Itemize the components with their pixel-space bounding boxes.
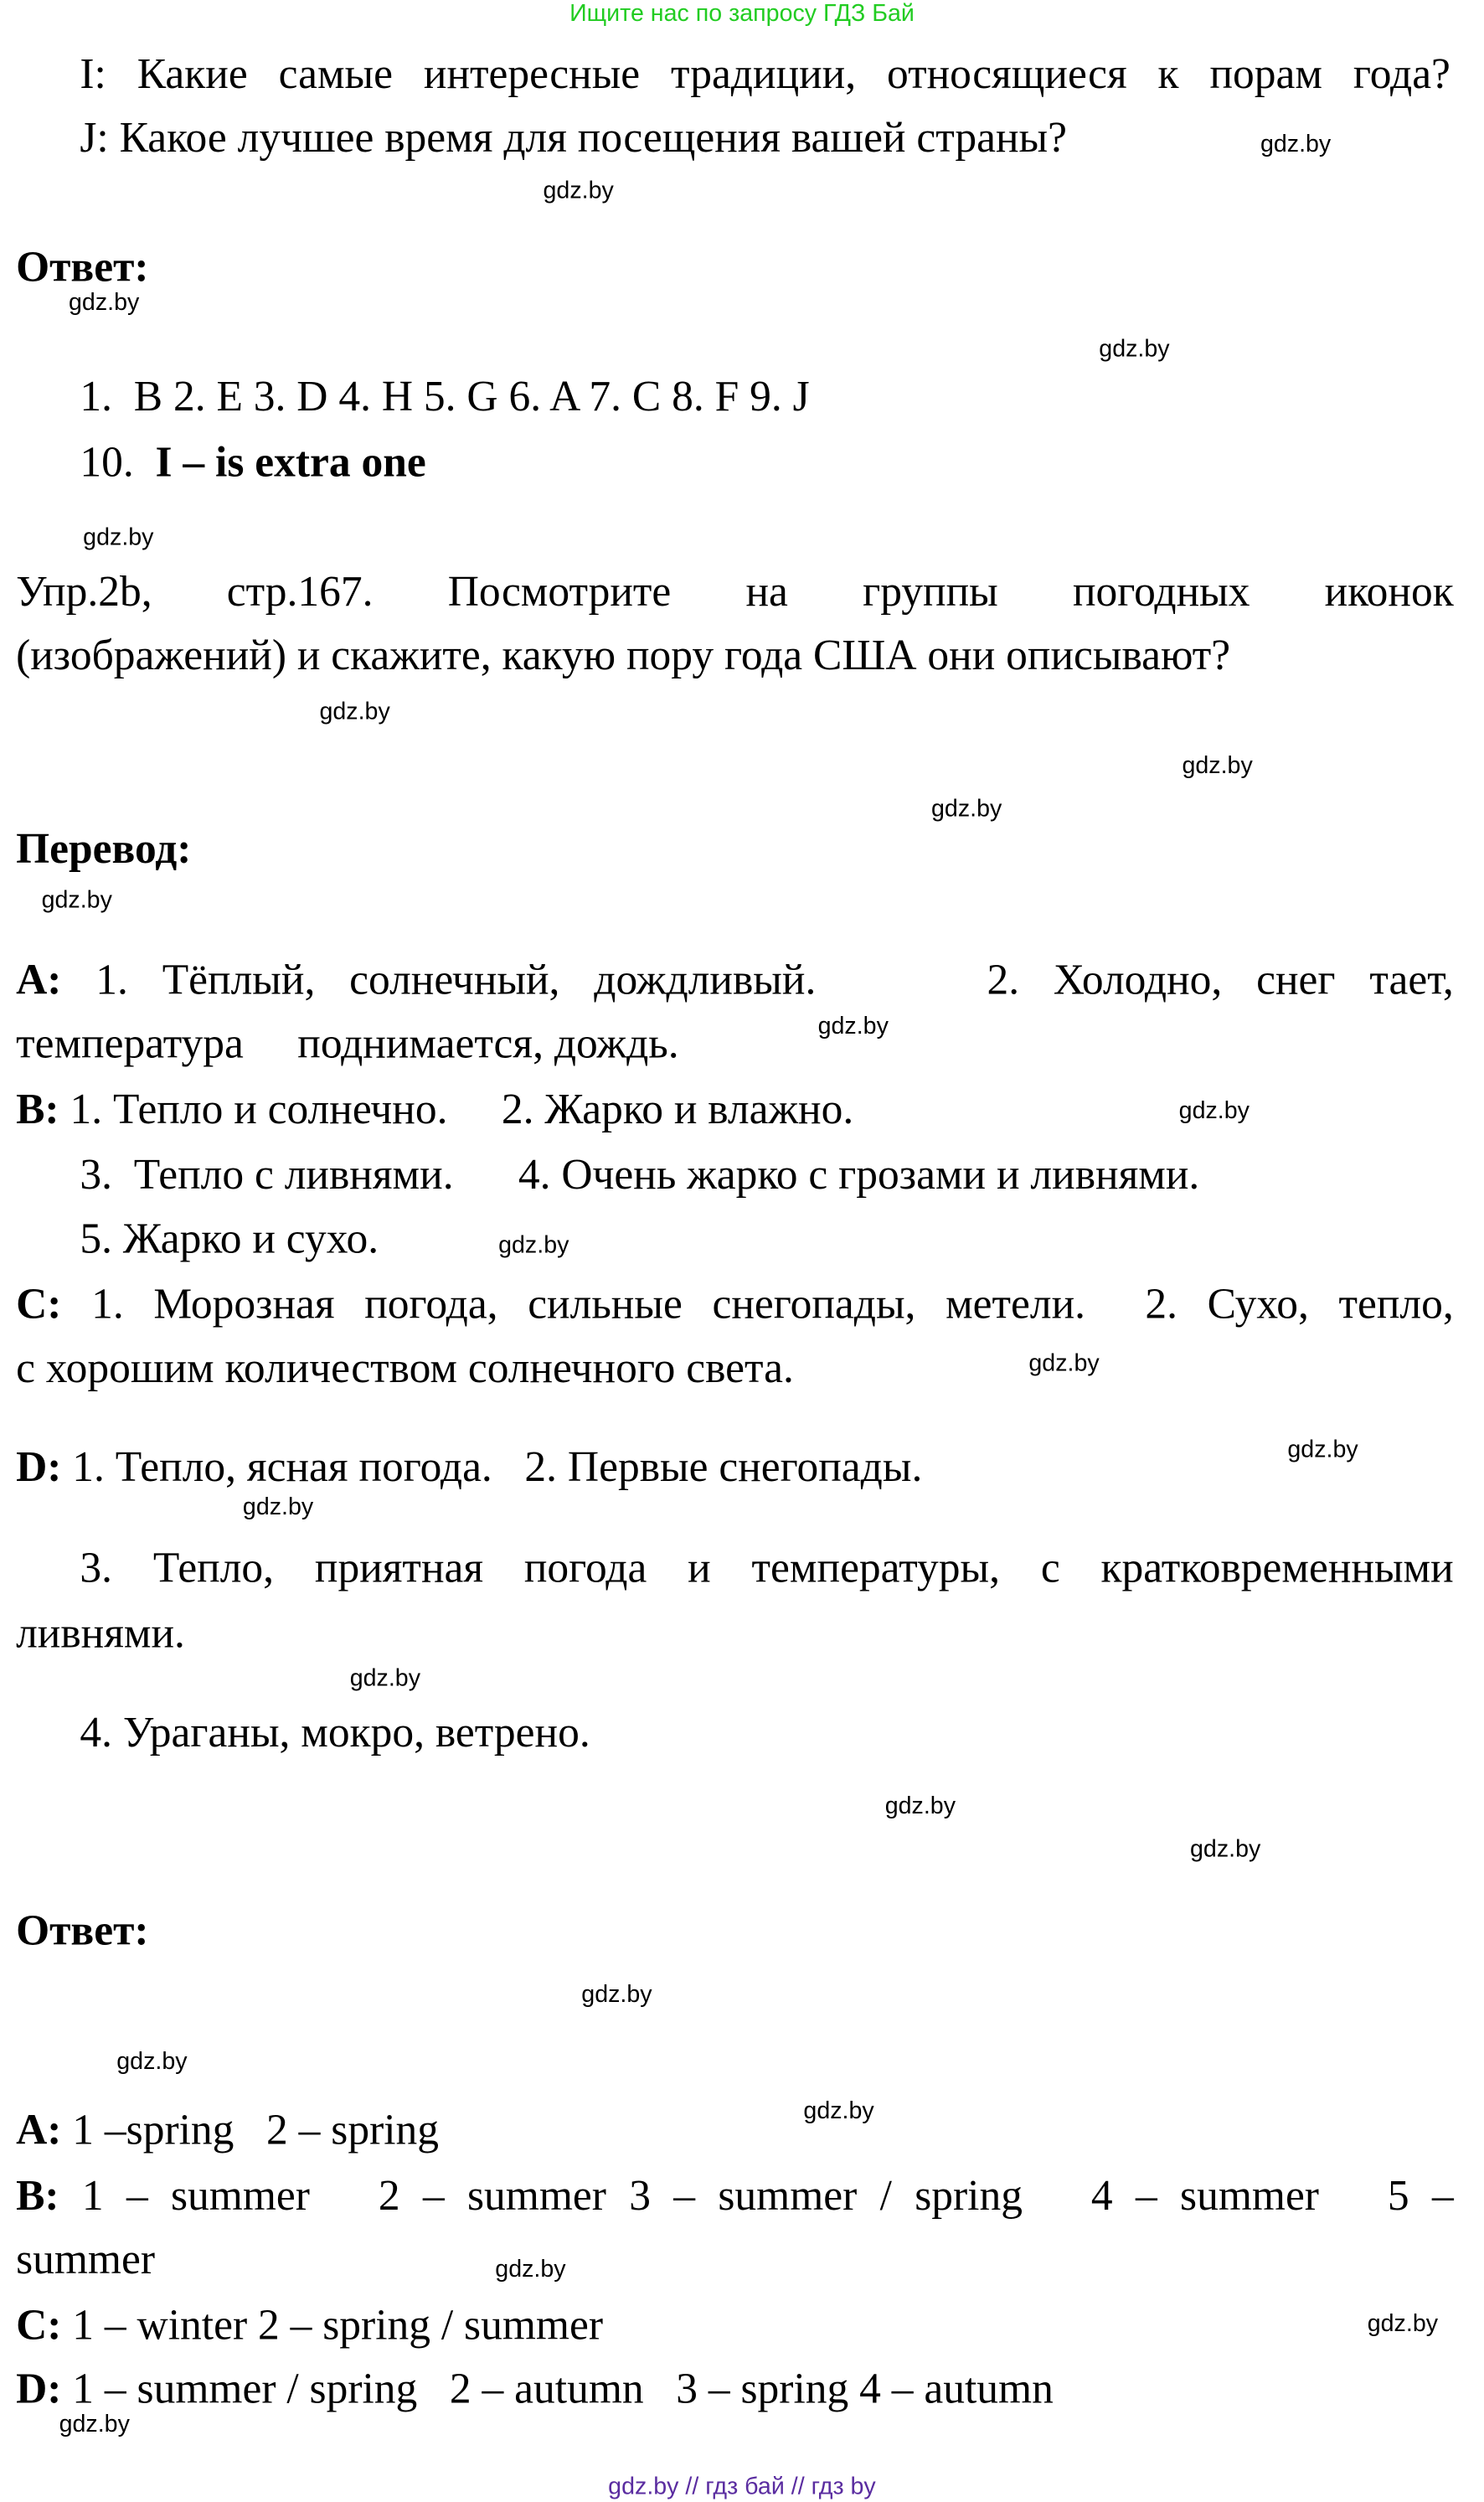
exercise-line-1: Упр.2b, стр.167. Посмотрите на группы погодных иконок (16, 567, 1454, 616)
label-b: B: (16, 1085, 59, 1133)
answer-label-a: A: (16, 2105, 62, 2154)
watermark: gdz.by (1178, 1097, 1250, 1125)
translation-b-line-3: 5. Жарко и сухо. (80, 1214, 379, 1262)
question-j: J: Какое лучшее время для посещения вашей страны? (80, 113, 1067, 162)
watermark: gdz.by (41, 886, 112, 915)
watermark: gdz.by (83, 524, 154, 552)
answer-b-text: 1 – summer 2 – summer 3 – summer / spring 4 – summer 5 – (59, 2171, 1454, 2220)
watermark: gdz.by (495, 2256, 566, 2283)
question-i: I: Какие самые интересные традиции, относящиеся к порам года? (80, 49, 1451, 98)
answer-d-text: 1 – summer / spring 2 – autumn 3 – spring 4 – autumn (61, 2364, 1054, 2413)
translation-a-text: 1. Тёплый, солнечный, дождливый. 2. Холодно, снег тает, (61, 955, 1454, 1003)
translation-c-text: 1. Морозная погода, сильные снегопады, метели. 2. Сухо, тепло, (61, 1279, 1454, 1328)
translation-b-line-2: 3. Тепло с ливнями. 4. Очень жарко с грозами и ливнями. (80, 1150, 1200, 1199)
translation-a-line-1 (16, 947, 1454, 1011)
answer-label-b: B: (16, 2171, 59, 2220)
watermark: gdz.by (581, 1981, 652, 2009)
translation-d-text: 1. Тепло, ясная погода. 2. Первые снегопады. (61, 1442, 923, 1491)
watermark: gdz.by (116, 2048, 188, 2076)
watermark: gdz.by (319, 698, 390, 725)
label-d: D: (16, 1442, 62, 1491)
footer-links[interactable]: gdz.by // гдз бай // гдз by (608, 2473, 876, 2501)
watermark: gdz.by (884, 1793, 956, 1820)
answer2-d (16, 2356, 1054, 2420)
translation-c-line-1 (16, 1272, 1454, 1335)
watermark: gdz.by (498, 1231, 569, 1260)
label-c: C: (16, 1279, 62, 1328)
translation-d-line-1 (16, 1435, 922, 1499)
translation-b-line-1 (16, 1077, 853, 1141)
watermark: gdz.by (69, 289, 140, 317)
watermark: gdz.by (349, 1664, 421, 1692)
watermark: gdz.by (1028, 1349, 1100, 1378)
watermark: gdz.by (817, 1013, 889, 1040)
watermark: gdz.by (1367, 2310, 1439, 2338)
watermark: gdz.by (543, 177, 614, 205)
answer-a-text: 1 –spring 2 – spring (61, 2105, 440, 2154)
watermark: gdz.by (242, 1493, 314, 1521)
answer-extra (80, 430, 425, 493)
exercise-line-2: (изображений) и скажите, какую пору года США они описывают? (16, 631, 1231, 679)
watermark: gdz.by (1190, 1835, 1261, 1864)
watermark: gdz.by (931, 795, 1002, 823)
answer2-a (16, 2097, 439, 2161)
translation-heading: Перевод: (16, 824, 192, 873)
answer-heading: Ответ: (16, 242, 149, 291)
translation-d-line-4: 4. Ураганы, мокро, ветрено. (80, 1708, 590, 1757)
answer-label-c: C: (16, 2300, 62, 2349)
watermark: gdz.by (1287, 1436, 1358, 1464)
watermark: gdz.by (1099, 335, 1170, 363)
watermark: gdz.by (803, 2097, 874, 2125)
translation-d-line-3: ливнями. (16, 1608, 185, 1657)
answer2-b-line-2: summer (16, 2235, 156, 2283)
watermark: gdz.by (1182, 752, 1253, 780)
answer2-c (16, 2293, 603, 2356)
answer2-heading: Ответ: (16, 1906, 149, 1954)
translation-a-line-2: температура поднимается, дождь. (16, 1019, 679, 1068)
answer-extra-text: I – is extra one (155, 437, 426, 486)
header-search-link[interactable]: Ищите нас по запросу ГДЗ Бай (569, 0, 915, 28)
watermark: gdz.by (1260, 131, 1332, 158)
answer-label-d: D: (16, 2364, 62, 2413)
watermark: gdz.by (59, 2411, 130, 2438)
translation-b-text: 1. Тепло и солнечно. 2. Жарко и влажно. (59, 1085, 854, 1133)
translation-d-line-2: 3. Тепло, приятная погода и температуры, с кратковременными (80, 1543, 1454, 1591)
answer-matching: 1. B 2. E 3. D 4. H 5. G 6. A 7. C 8. F 9. J (80, 372, 810, 420)
translation-c-line-2: с хорошим количеством солнечного света. (16, 1344, 794, 1392)
answer-extra-number: 10. (80, 437, 156, 486)
label-a: A: (16, 955, 62, 1003)
answer-c-text: 1 – winter 2 – spring / summer (61, 2300, 603, 2349)
answer2-b-line-1 (16, 2164, 1454, 2227)
